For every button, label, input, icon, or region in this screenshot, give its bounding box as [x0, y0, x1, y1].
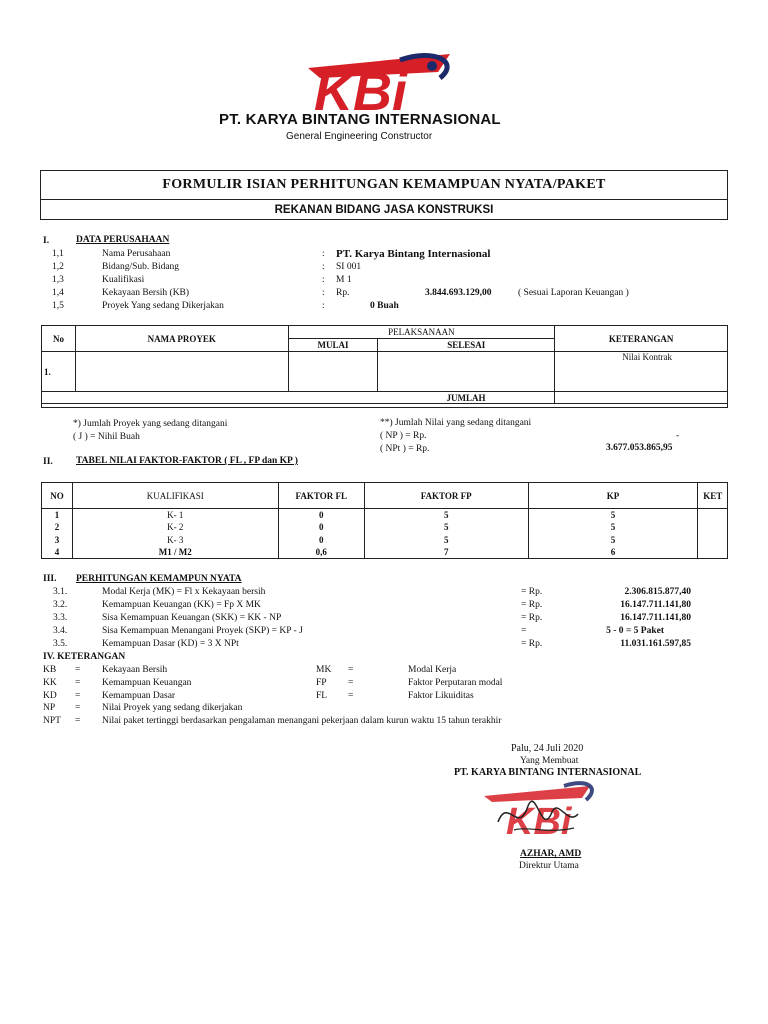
kb-note: ( Sesuai Laporan Keuangan )	[518, 288, 629, 298]
calc-eq: = Rp.	[521, 639, 543, 649]
project-row-name	[75, 352, 288, 392]
ket-eq: =	[75, 691, 81, 701]
th-pelaksanaan: PELAKSANAAN	[288, 326, 555, 339]
place-date: Palu, 24 Juli 2020	[511, 743, 584, 754]
ket-abbr: KD	[43, 691, 57, 701]
project-row-mulai	[288, 352, 378, 392]
calc-value: 2.306.815.877,40	[624, 587, 691, 597]
row-label: Nama Perusahaan	[102, 249, 171, 259]
factor-kualifikasi: K- 2	[72, 521, 278, 534]
factor-ket	[698, 509, 728, 522]
factor-fp: 5	[364, 534, 528, 547]
ket-desc: Kemampuan Dasar	[102, 691, 176, 701]
row-label: Kualifikasi	[102, 275, 145, 285]
row-num: 1,1	[52, 249, 64, 259]
form-subtitle: REKANAN BIDANG JASA KONSTRUKSI	[274, 203, 494, 216]
ket-eq: =	[75, 665, 81, 675]
proyek-value: 0 Buah	[370, 301, 399, 311]
signatory-name: AZHAR, AMD	[520, 849, 582, 859]
bidang-value: SI 001	[336, 262, 362, 272]
row-colon: :	[322, 262, 325, 272]
th-mulai: MULAI	[288, 339, 378, 352]
ket-abbr: FL	[316, 691, 328, 701]
row-colon: :	[322, 249, 325, 259]
calc-eq: = Rp.	[521, 613, 543, 623]
jumlah-value	[555, 392, 728, 404]
factor-no: 4	[42, 546, 73, 559]
kualifikasi-value: M 1	[336, 275, 352, 285]
row-label: Kekayaan Bersih (KB)	[102, 288, 190, 298]
form-title: FORMULIR ISIAN PERHITUNGAN KEMAMPUAN NYATA/PAKET	[162, 177, 606, 192]
calc-label: Sisa Kemampuan Menangani Proyek (SKP) = KP - J	[102, 626, 303, 636]
calc-value: 16.147.711.141,80	[620, 613, 691, 623]
section3-num: III.	[43, 574, 57, 584]
th-no: NO	[42, 483, 73, 509]
ket-abbr: NP	[43, 703, 56, 713]
calc-value: 16.147.711.141,80	[620, 600, 691, 610]
ket-desc: Nilai paket tertinggi berdasarkan pengalaman menangani pekerjaan dalam kurun waktu 15 tahun terakhir	[102, 716, 502, 726]
row-colon: :	[322, 301, 325, 311]
jumlah-label: JUMLAH	[378, 392, 555, 404]
calc-eq: = Rp.	[521, 587, 543, 597]
signatory-company: PT. KARYA BINTANG INTERNASIONAL	[454, 767, 642, 778]
project-row-no: 1.	[42, 352, 76, 392]
factor-fp: 7	[364, 546, 528, 559]
company-stamp	[478, 776, 598, 848]
factor-fp: 5	[364, 509, 528, 522]
th-kp: KP	[528, 483, 698, 509]
factor-no: 1	[42, 509, 73, 522]
calc-num: 3.2.	[53, 600, 68, 610]
nilai-kontrak: Nilai Kontrak	[555, 352, 728, 392]
title-box	[40, 170, 728, 220]
made-by: Yang Membuat	[520, 756, 579, 766]
row-colon: :	[322, 275, 325, 285]
section1-num: I.	[43, 236, 50, 246]
note-np: ( NP ) = Rp.	[380, 431, 427, 441]
calc-eq: = Rp.	[521, 600, 543, 610]
calc-value: 5 - 0 = 5 Paket	[606, 626, 664, 636]
ket-desc: Kemampuan Keuangan	[102, 678, 192, 688]
company-tagline: General Engineering Constructor	[286, 131, 433, 142]
row-num: 1,2	[52, 262, 64, 272]
note-np-value: -	[676, 431, 680, 441]
ket-eq: =	[75, 716, 81, 726]
row-num: 1,5	[52, 301, 64, 311]
note-npt: ( NPt ) = Rp.	[380, 444, 430, 454]
ket-abbr: KB	[43, 665, 57, 675]
ket-desc: Modal Kerja	[408, 665, 457, 675]
calc-label: Modal Kerja (MK) = Fl x Kekayaan bersih	[102, 587, 266, 597]
th-nama-proyek: NAMA PROYEK	[75, 326, 288, 352]
table-row	[42, 546, 728, 559]
table-row	[42, 521, 728, 534]
section2-heading: TABEL NILAI FAKTOR-FAKTOR ( FL , FP dan KP )	[76, 456, 298, 466]
ket-desc: Nilai Proyek yang sedang dikerjakan	[102, 703, 243, 713]
factor-kualifikasi: M1 / M2	[72, 546, 278, 559]
signatory-position: Direktur Utama	[519, 861, 579, 871]
table-row	[42, 534, 728, 547]
note-npt-value: 3.677.053.865,95	[606, 443, 673, 453]
ket-abbr: MK	[316, 665, 332, 675]
ket-abbr: FP	[316, 678, 327, 688]
calc-num: 3.4.	[53, 626, 68, 636]
company-logo	[300, 48, 460, 116]
note-j-value: ( J ) = Nihil Buah	[73, 432, 140, 442]
ket-abbr: NPT	[43, 716, 61, 726]
th-keterangan: KETERANGAN	[555, 326, 728, 352]
calc-value: 11.031.161.597,85	[620, 639, 691, 649]
factor-ket	[698, 534, 728, 547]
row-num: 1,4	[52, 288, 64, 298]
ket-eq: =	[75, 678, 81, 688]
factor-fl: 0,6	[278, 546, 364, 559]
row-label: Bidang/Sub. Bidang	[102, 262, 180, 272]
company-name: PT. KARYA BINTANG INTERNASIONAL	[219, 111, 501, 128]
factor-kualifikasi: K- 1	[72, 509, 278, 522]
calc-label: Kemampuan Keuangan (KK) = Fp X MK	[102, 600, 261, 610]
section1-heading: DATA PERUSAHAAN	[76, 235, 170, 245]
section2-num: II.	[43, 457, 53, 467]
row-label: Proyek Yang sedang Dikerjakan	[102, 301, 224, 311]
factor-no: 2	[42, 521, 73, 534]
kb-currency: Rp.	[336, 288, 350, 298]
th-kualifikasi: KUALIFIKASI	[72, 483, 278, 509]
factor-kualifikasi: K- 3	[72, 534, 278, 547]
section4-heading: IV. KETERANGAN	[43, 652, 126, 662]
factor-table	[41, 482, 728, 559]
ket-desc: Kekayaan Bersih	[102, 665, 168, 675]
factor-fl: 0	[278, 509, 364, 522]
th-no: No	[42, 326, 76, 352]
section3-heading: PERHITUNGAN KEMAMPUN NYATA	[76, 574, 242, 584]
calc-label: Kemampuan Dasar (KD) = 3 X NPt	[102, 639, 239, 649]
calc-num: 3.5.	[53, 639, 68, 649]
kb-amount: 3.844.693.129,00	[425, 288, 492, 298]
ket-desc: Faktor Likuiditas	[408, 691, 474, 701]
th-selesai: SELESAI	[378, 339, 555, 352]
svg-text:KBi: KBi	[506, 801, 572, 843]
row-colon: :	[322, 288, 325, 298]
th-faktor-fp: FAKTOR FP	[364, 483, 528, 509]
factor-kp: 5	[528, 521, 698, 534]
factor-ket	[698, 546, 728, 559]
factor-fp: 5	[364, 521, 528, 534]
note-jumlah-proyek: *) Jumlah Proyek yang sedang ditangani	[73, 419, 228, 429]
project-table	[41, 325, 728, 408]
ket-eq: =	[348, 691, 354, 701]
ket-desc: Faktor Perputaran modal	[408, 678, 503, 688]
th-faktor-fl: FAKTOR FL	[278, 483, 364, 509]
calc-num: 3.3.	[53, 613, 68, 623]
th-ket: KET	[698, 483, 728, 509]
note-jumlah-nilai: **) Jumlah Nilai yang sedang ditangani	[380, 418, 532, 428]
ket-eq: =	[75, 703, 81, 713]
logo-text: KBi	[314, 62, 407, 116]
factor-fl: 0	[278, 521, 364, 534]
row-num: 1,3	[52, 275, 64, 285]
factor-kp: 5	[528, 509, 698, 522]
calc-eq: =	[521, 626, 527, 636]
ket-eq: =	[348, 665, 354, 675]
table-row	[42, 509, 728, 522]
ket-abbr: KK	[43, 678, 57, 688]
project-row-selesai	[378, 352, 555, 392]
calc-label: Sisa Kemampuan Keuangan (SKK) = KK - NP	[102, 613, 282, 623]
company-name-value: PT. Karya Bintang Internasional	[336, 248, 491, 260]
factor-fl: 0	[278, 534, 364, 547]
factor-ket	[698, 521, 728, 534]
calc-num: 3.1.	[53, 587, 68, 597]
ket-eq: =	[348, 678, 354, 688]
factor-no: 3	[42, 534, 73, 547]
factor-kp: 6	[528, 546, 698, 559]
factor-kp: 5	[528, 534, 698, 547]
